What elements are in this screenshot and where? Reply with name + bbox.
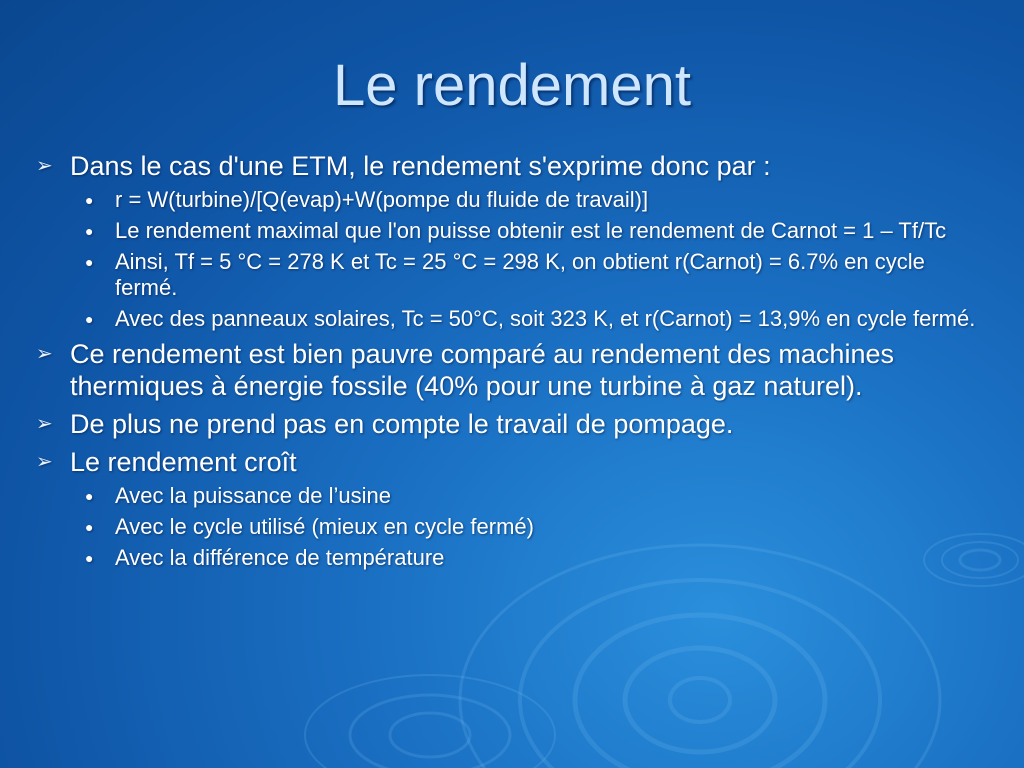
slide-title: Le rendement [333,53,691,118]
bullet-text: Avec la puissance de l’usine [115,483,391,508]
sub-bullet-item [36,514,986,540]
bullet-item [36,408,986,440]
bullet-text: Avec la différence de température [115,545,445,570]
sub-bullet-item [36,306,986,332]
dot-bullet-icon: ● [85,519,94,535]
bullet-item [36,338,986,402]
arrow-bullet-icon: ➢ [36,451,53,473]
dot-bullet-icon: ● [85,550,94,566]
bullet-text: Ce rendement est bien pauvre comparé au rendement des machines thermiques à énergie fossile (40% pour une turbine à gaz naturel). [70,339,894,401]
arrow-bullet-icon: ➢ [36,343,53,365]
sub-bullet-item [36,218,986,244]
bullet-text: De plus ne prend pas en compte le travail de pompage. [70,409,734,439]
dot-bullet-icon: ● [85,254,94,270]
bullet-text: r = W(turbine)/[Q(evap)+W(pompe du fluide de travail)] [115,187,649,212]
bullet-text: Avec le cycle utilisé (mieux en cycle fermé) [115,514,534,539]
bullet-text: Dans le cas d'une ETM, le rendement s'exprime donc par : [70,151,771,181]
dot-bullet-icon: ● [85,488,94,504]
bullet-item [36,446,986,478]
bullet-text: Le rendement croît [70,447,297,477]
dot-bullet-icon: ● [85,192,94,208]
bullet-text: Ainsi, Tf = 5 °C = 278 K et Tc = 25 °C = 298 K, on obtient r(Carnot) = 6.7% en cycle fermé. [115,249,925,300]
bullet-item [36,150,986,182]
sub-bullet-item [36,483,986,509]
bullet-text: Avec des panneaux solaires, Tc = 50°C, soit 323 K, et r(Carnot) = 13,9% en cycle fermé. [115,306,976,331]
sub-bullet-item [36,545,986,571]
sub-bullet-item [36,187,986,213]
arrow-bullet-icon: ➢ [36,155,53,177]
bullet-text: Le rendement maximal que l'on puisse obtenir est le rendement de Carnot = 1 – Tf/Tc [115,218,947,243]
dot-bullet-icon: ● [85,223,94,239]
sub-bullet-item [36,249,986,301]
bullet-list [36,144,986,571]
arrow-bullet-icon: ➢ [36,413,53,435]
dot-bullet-icon: ● [85,311,94,327]
